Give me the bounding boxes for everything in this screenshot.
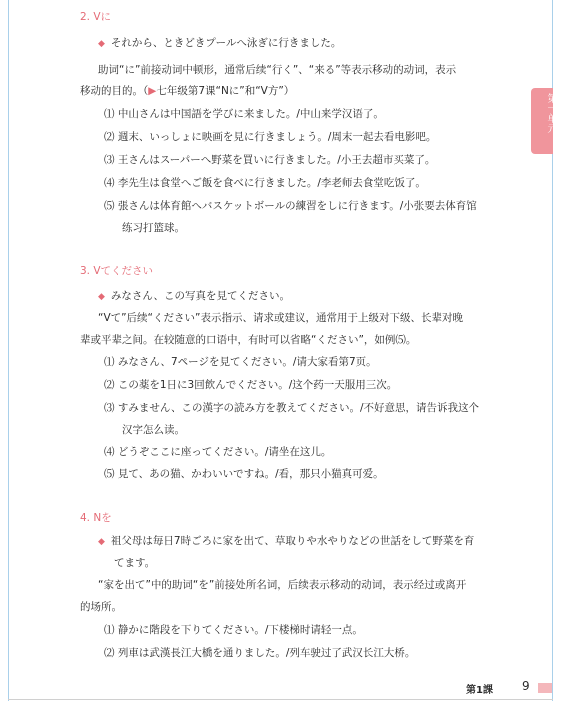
example-item: ⑵ 週末、いっしょに映画を見に行きましょう。/周末一起去看电影吧。 — [104, 131, 437, 143]
explanation-line: 移动的目的。（▶七年级第7课“Nに”和“V方”） — [80, 85, 295, 97]
example-item: ⑶ すみません、この漢字の読み方を教えてください。/不好意思，请告诉我这个 — [104, 402, 480, 414]
example-sentence — [98, 289, 290, 304]
section-heading: 2. Vに — [80, 11, 112, 23]
example-sentence — [98, 534, 474, 549]
example-item: ⑵ 列車は武漢長江大橋を通りました。/列车驶过了武汉长江大桥。 — [104, 647, 416, 659]
example-item: ⑴ みなさん、7ページを見てください。/请大家看第7页。 — [104, 356, 377, 368]
example-item: ⑸ 見て、あの猫、かわいいですね。/看，那只小猫真可爱。 — [104, 468, 384, 480]
diamond-bullet-icon: ◆ — [98, 537, 105, 547]
example-item-continued: 练习打篮球。 — [122, 222, 185, 234]
example-item: ⑶ 王さんはスーパーへ野菜を買いに行きました。/小王去超市买菜了。 — [104, 154, 436, 166]
diamond-bullet-icon: ◆ — [98, 39, 105, 49]
unit-side-tab — [531, 88, 556, 154]
example-text: みなさん、この写真を見てください。 — [110, 290, 291, 302]
unit-side-tab-label: 第一单元 — [545, 93, 556, 133]
example-item: ⑵ この薬を1日に3回飲んでください。/这个药一天服用三次。 — [104, 379, 398, 391]
example-item: ⑷ 李先生は食堂へご飯を食べに行きました。/李老师去食堂吃饭了。 — [104, 177, 426, 189]
explanation-line: 的场所。 — [80, 601, 122, 613]
footer-accent-bar — [538, 683, 552, 693]
example-item: ⑴ 中山さんは中国語を学びに来ました。/中山来学汉语了。 — [104, 108, 384, 120]
explanation-line: “家を出て”中的助词“を”前接处所名词，后续表示移动的动词，表示经过或离开 — [98, 579, 467, 591]
example-text: 祖父母は毎日7時ごろに家を出て、草取りや水やりなどの世話をして野菜を育 — [110, 535, 475, 547]
example-sentence-continued: てます。 — [114, 557, 156, 569]
section-heading: 4. Nを — [80, 512, 112, 524]
diamond-bullet-icon: ◆ — [98, 292, 105, 302]
explanation-line: “Vて”后续“ください”表示指示、请求或建议，通常用于上级对下级、长辈对晚 — [98, 312, 463, 324]
arrow-right-icon: ▶ — [148, 85, 157, 97]
page-number: 9 — [522, 679, 530, 693]
example-item: ⑴ 静かに階段を下りてください。/下楼梯时请轻一点。 — [104, 624, 363, 636]
example-sentence — [98, 36, 341, 51]
example-item-continued: 汉字怎么读。 — [122, 424, 185, 436]
example-item: ⑸ 張さんは体育館へバスケットボールの練習をしに行きます。/小张要去体育馆 — [104, 200, 477, 212]
lesson-label: 第1課 — [466, 685, 493, 696]
example-text: それから、ときどきプールへ泳ぎに行きました。 — [110, 37, 342, 49]
section-heading: 3. Vてください — [80, 265, 154, 277]
bottom-rule — [8, 699, 553, 700]
explanation-line: 辈或平辈之间。在较随意的口语中，有时可以省略“ください”，如例⑸。 — [80, 334, 417, 346]
example-item: ⑷ どうぞここに座ってください。/请坐在这儿。 — [104, 446, 332, 458]
explanation-line: 助词“に”前接动词中顿形，通常后续“行く”、“来る”等表示移动的动词，表示 — [98, 64, 457, 76]
